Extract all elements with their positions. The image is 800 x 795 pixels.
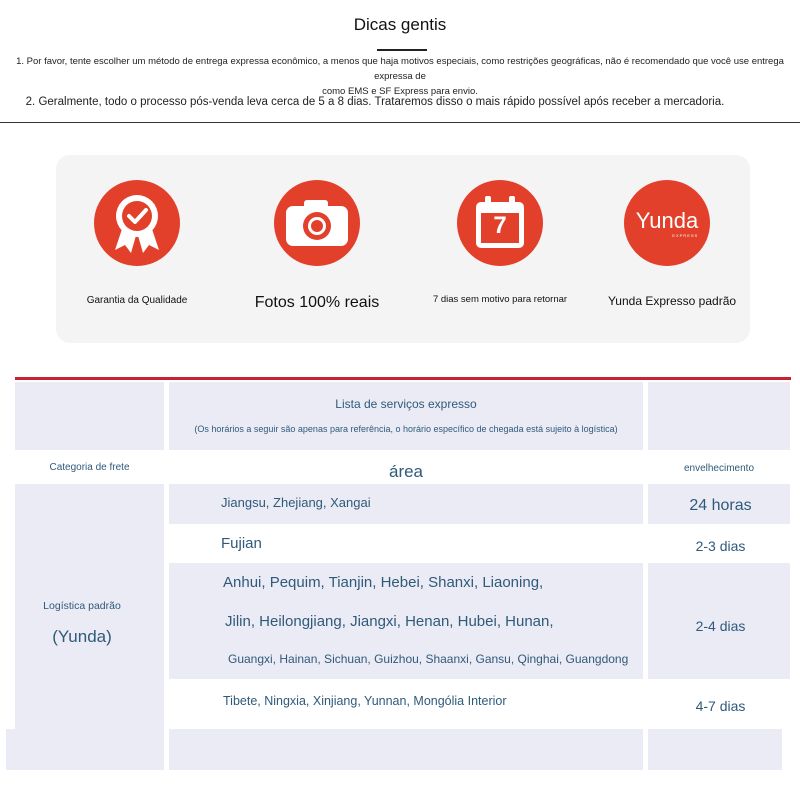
table-footer-cell-left (6, 729, 164, 770)
row-1-time: 24 horas (689, 497, 752, 514)
award-ribbon-icon (94, 180, 180, 266)
column-header-time: envelhecimento (683, 463, 755, 474)
row-2-area: Fujian (221, 535, 262, 552)
row-3-area-line-2: Jilin, Heilongjiang, Jiangxi, Henan, Hubei, Hunan, (225, 613, 554, 630)
feature-label-quality: Garantia da Qualidade (86, 295, 188, 306)
page-title: Dicas gentis (353, 15, 447, 34)
table-footer-cell-middle (169, 729, 643, 770)
title-underline (377, 49, 427, 51)
feature-label-return: 7 dias sem motivo para retornar (432, 294, 568, 305)
tip-note-1-line-2: como EMS e SF Express para envio. (322, 86, 478, 97)
camera-icon (274, 180, 360, 266)
category-carrier: (Yunda) (52, 627, 112, 646)
column-header-category: Categoria de frete (49, 462, 130, 473)
row-3-area-line-1: Anhui, Pequim, Tianjin, Hebei, Shanxi, Liaoning, (223, 574, 544, 591)
yunda-logo-subtext: EXPRESS (672, 232, 699, 238)
tip-note-1 (0, 54, 800, 99)
feature-label-yunda: Yunda Expresso padrão (607, 294, 737, 308)
table-title: Lista de serviços expresso (335, 397, 477, 411)
row-3-time: 2-4 dias (695, 618, 746, 634)
tip-note-1-line-1: 1. Por favor, tente escolher um método de entrega expressa econômico, a menos que haja motivos especiais, como restrições geográficas, não é recomendado que você use entrega expressa de (16, 56, 784, 82)
table-header-cell-title (169, 382, 643, 450)
row-2-time: 2-3 dias (695, 538, 746, 554)
row-1-area: Jiangsu, Zhejiang, Xangai (221, 495, 371, 510)
row-3-area-line-3: Guangxi, Hainan, Sichuan, Guizhou, Shaanxi, Gansu, Qinghai, Guangdong (228, 652, 629, 666)
table-header-cell-empty-right (648, 382, 790, 450)
yunda-logo-text: Yunda (635, 207, 699, 233)
calendar-day-number: 7 (493, 212, 507, 239)
column-header-area: área (388, 462, 424, 481)
table-footer-cell-right (648, 729, 782, 770)
tip-note-2: 2. Geralmente, todo o processo pós-venda leva cerca de 5 a 8 dias. Trataremos disso o mais rápido possível após receber a mercadoria. (25, 96, 725, 108)
row-4-time: 4-7 dias (695, 698, 746, 714)
yunda-logo (624, 180, 710, 266)
header-divider (0, 122, 800, 123)
table-header-cell-empty (15, 382, 164, 450)
feature-label-real-photos: Fotos 100% reais (254, 294, 380, 311)
table-subtitle: (Os horários a seguir são apenas para referência, o horário específico de chegada está sujeito à logística) (194, 424, 618, 434)
calendar-icon (457, 180, 543, 266)
category-name: Logística padrão (43, 600, 121, 612)
table-top-rule (15, 377, 791, 380)
row-4-area: Tibete, Ningxia, Xinjiang, Yunnan, Mongólia Interior (223, 694, 507, 708)
